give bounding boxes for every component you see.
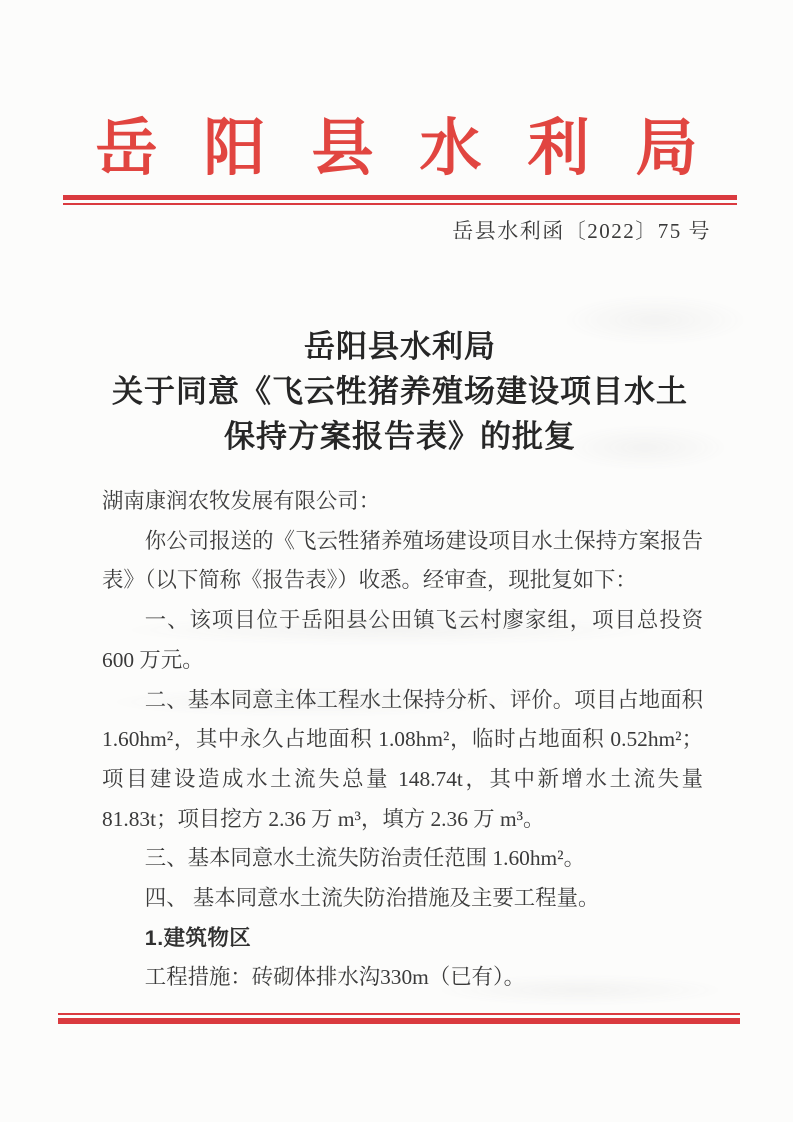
letterhead-double-rule: [63, 195, 737, 205]
document-number: 岳县水利函〔2022〕75 号: [452, 219, 711, 243]
paragraph-item-4: 四、 基本同意水土流失防治措施及主要工程量。: [144, 886, 600, 911]
paragraph-item-1: 一、该项目位于岳阳县公田镇飞云村廖家组，项目总投资 600 万元。: [102, 608, 703, 672]
document-title-line-1: 岳阳县水利局: [304, 329, 496, 364]
salutation: 湖南康润农牧发展有限公司：: [102, 489, 381, 513]
paragraph-intro: 你公司报送的《飞云牲猪养殖场建设项目水土保持方案报告表》（以下简称《报告表》）收悉。经审查，现批复如下：: [102, 528, 703, 593]
document-title-line-2: 关于同意《飞云牲猪养殖场建设项目水土: [112, 374, 688, 409]
document-body: [102, 482, 703, 998]
rule-thick: [58, 1018, 740, 1024]
rule-thick: [63, 195, 737, 200]
rule-thin: [58, 1013, 740, 1015]
paragraph-item-2: 二、基本同意主体工程水土保持分析、评价。项目占地面积 1.60hm²，其中永久占地面积 1.08hm²，临时占地面积 0.52hm²；项目建设造成水土流失总量 148.74t，其中新增水土流失量 81.83t；项目挖方 2.36 万 m³，填方 2.36 万 m³。: [102, 687, 703, 831]
footer-double-rule: [58, 1013, 740, 1024]
letterhead-agency-name: 岳阳县水利局: [95, 115, 744, 183]
paragraph-item-3: 三、基本同意水土流失防治责任范围 1.60hm²。: [144, 846, 585, 871]
document-title: [60, 324, 740, 459]
section-heading-building-zone: 1.建筑物区: [144, 925, 252, 950]
rule-thin: [63, 203, 737, 205]
document-title-line-3: 保持方案报告表》的批复: [224, 419, 576, 454]
paragraph-engineering-measures: 工程措施：砖砌体排水沟330m（已有）。: [144, 965, 526, 990]
